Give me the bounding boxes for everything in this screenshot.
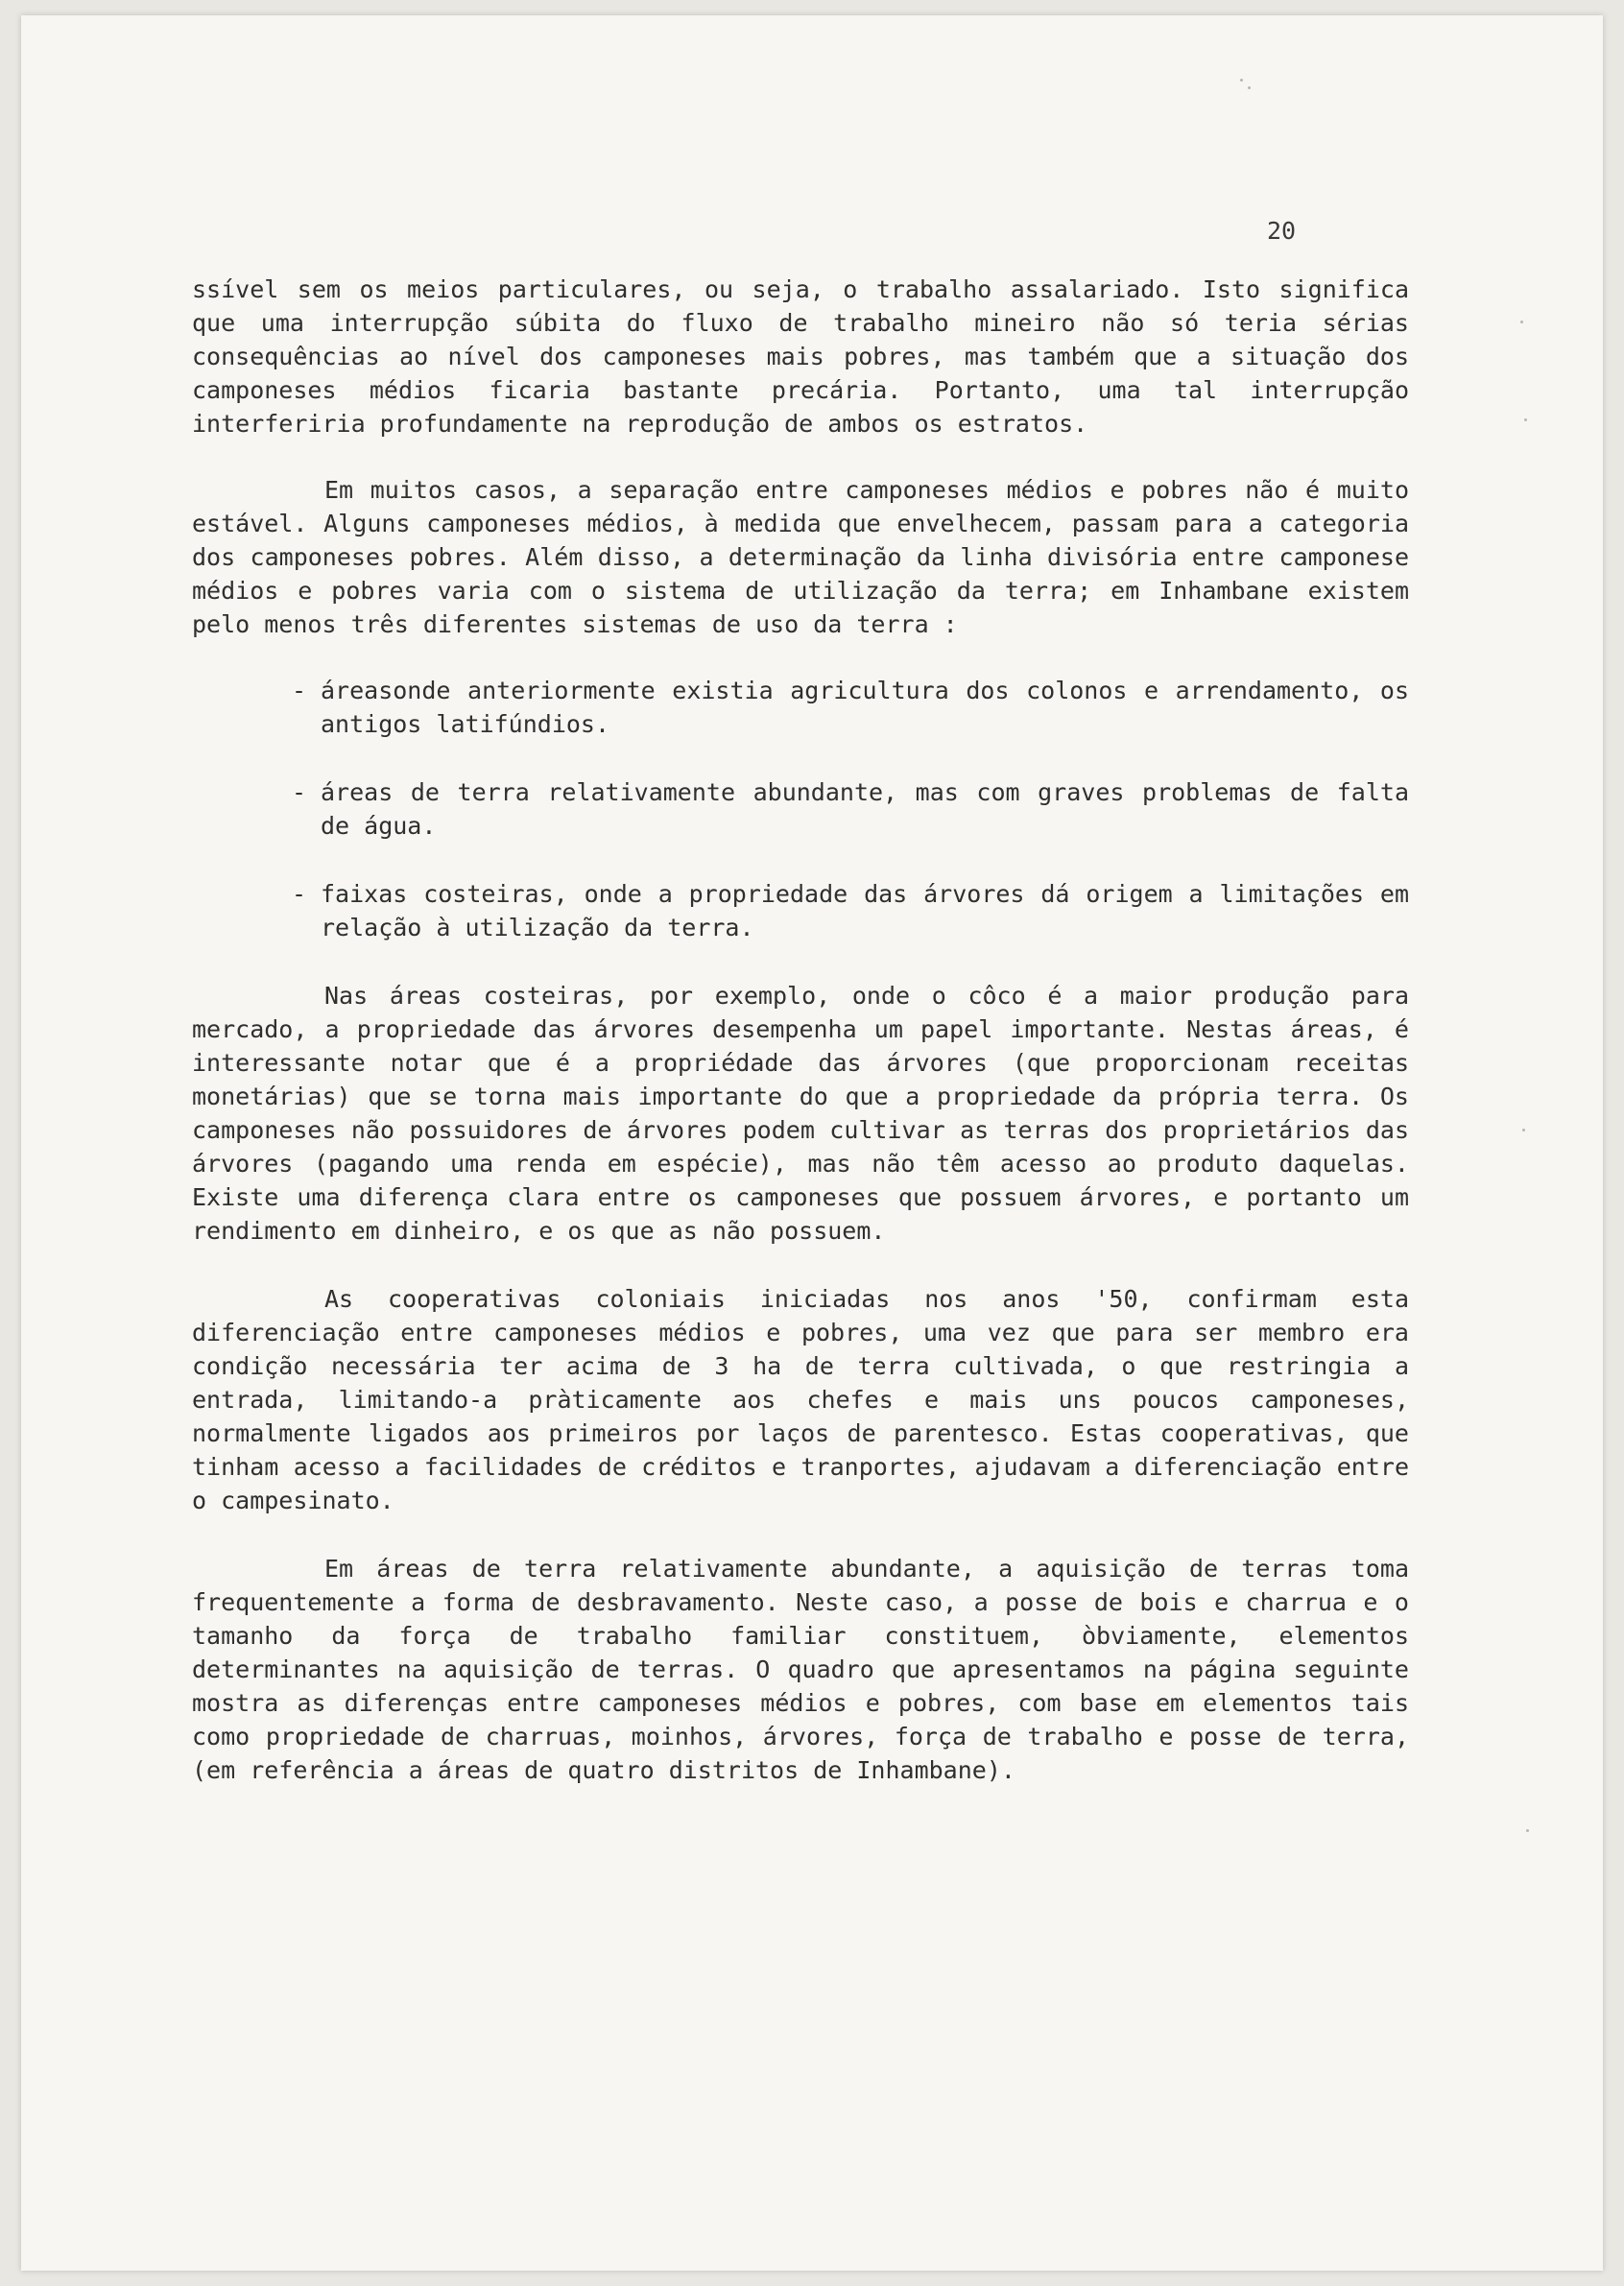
paragraph-1: ssível sem os meios particulares, ou seja, o trabalho assalariado. Isto significa que uma interrupção súbita do fluxo de trabalho mineiro não só teria sérias consequências ao nível dos camponeses mais pobres, mas também que a situação dos camponeses médios ficaria bastante precária. Portanto, uma tal interrupção interferiria profundamente na reprodução de ambos os estratos. — [192, 275, 1409, 438]
paper-speck — [1248, 86, 1251, 89]
list-item — [292, 674, 1409, 741]
list-item-text: áreas de terra relativamente abundante, mas com graves problemas de falta de água. — [321, 778, 1409, 840]
dash-marker: - — [292, 778, 307, 806]
paragraph-3: Nas áreas costeiras, por exemplo, onde o côco é a maior produção para mercado, a propriedade das árvores desempenha um papel importante. Nestas áreas, é interessante notar que é a propriédade das árvores (que proporcionam receitas monetárias) que se torna mais importante do que a propriedade da própria terra. Os camponeses não possuidores de árvores podem cultivar as terras dos proprietários das árvores (pagando uma renda em espécie), mas não têm acesso ao produto daquelas. Existe uma diferença clara entre os camponeses que possuem árvores, e portanto um rendimento em dinheiro, e os que as não possuem. — [192, 982, 1409, 1245]
paragraph-4: As cooperativas coloniais iniciadas nos anos '50, confirmam esta diferenciação entre camponeses médios e pobres, uma vez que para ser membro era condição necessária ter acima de 3 ha de terra cultivada, o que restringia a entrada, limitando-a pràticamente aos chefes e mais uns poucos camponeses, normalmente ligados aos primeiros por laços de parentesco. Estas cooperativas, que tinham acesso a facilidades de créditos e tranportes, ajudavam a diferenciação entre o campesinato. — [192, 1285, 1409, 1514]
paper-speck — [1522, 1129, 1525, 1131]
paragraph-2: Em muitos casos, a separação entre camponeses médios e pobres não é muito estável. Alguns camponeses médios, à medida que envelhecem, passam para a categoria dos camponeses pobres. Além disso, a determinação da linha divisória entre camponese médios e pobres varia com o sistema de utilização da terra; em Inhambane existem pelo menos três diferentes sistemas de uso da terra : — [192, 476, 1409, 638]
document-page — [21, 15, 1603, 2271]
paper-speck — [1240, 79, 1243, 82]
land-use-systems-list — [192, 674, 1409, 944]
dash-marker: - — [292, 677, 307, 704]
paragraph-5: Em áreas de terra relativamente abundante, a aquisição de terras toma frequentemente a forma de desbravamento. Neste caso, a posse de bois e charrua e o tamanho da força de trabalho familiar constituem, òbviamente, elementos determinantes na aquisição de terras. O quadro que apresentamos na página seguinte mostra as diferenças entre camponeses médios e pobres, com base em elementos tais como propriedade de charruas, moinhos, árvores, força de trabalho e posse de terra, (em referência a áreas de quatro distritos de Inhambane). — [192, 1555, 1409, 1784]
document-body — [192, 273, 1409, 1787]
list-item-text: áreasonde anteriormente existia agricultura dos colonos e arrendamento, os antigos latifúndios. — [321, 677, 1409, 738]
list-item — [292, 877, 1409, 944]
list-item-text: faixas costeiras, onde a propriedade das árvores dá origem a limitações em relação à utilização da terra. — [321, 880, 1409, 941]
paper-speck — [1526, 1829, 1529, 1832]
dash-marker: - — [292, 880, 307, 908]
list-item — [292, 775, 1409, 843]
paper-speck — [1520, 321, 1523, 323]
paper-speck — [1524, 418, 1527, 421]
page-number: 20 — [1267, 217, 1297, 245]
